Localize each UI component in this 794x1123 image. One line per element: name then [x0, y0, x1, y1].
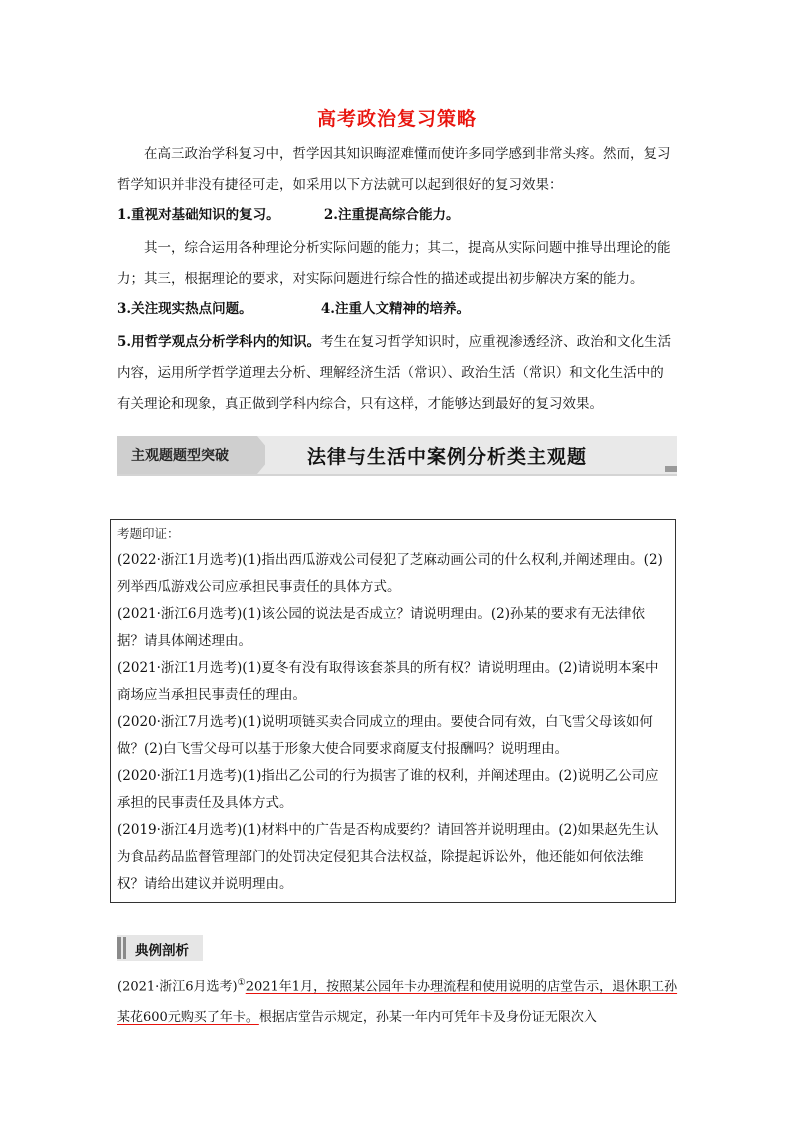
example-label-text: 典例剖析	[135, 943, 189, 959]
label-bar-icon	[117, 937, 121, 959]
intro-paragraph: 在高三政治学科复习中，哲学因其知识晦涩难懂而使许多同学感到非常头疼。然而，复习哲学知识并非没有捷径可走，如采用以下方法就可以起到很好的复习效果：	[117, 146, 671, 193]
section-banner	[117, 436, 677, 476]
exam-entry: (2019·浙江4月选考)(1)材料中的广告是否构成要约？请回答并说明理由。(2)如果赵先生认为食品药品监督管理部门的处罚决定侵犯其合法权益，除提起诉讼外，他还能如何依法维权？请给出建议并说明理由。	[117, 822, 659, 892]
ability-paragraph: 其一，综合运用各种理论分析实际问题的能力；其二，提高从实际问题中推导出理论的能力；其三，根据理论的要求，对实际问题进行综合性的描述或提出初步解决方案的能力。	[117, 240, 671, 287]
exam-entry: (2020·浙江1月选考)(1)指出乙公司的行为损害了谁的权利，并阐述理由。(2)说明乙公司应承担的民事责任及具体方式。	[117, 768, 659, 811]
banner-heading: 法律与生活中案例分析类主观题	[307, 446, 588, 468]
tips-row-1	[117, 200, 459, 231]
exam-entry: (2021·浙江1月选考)(1)夏冬有没有取得该套茶具的所有权？请说明理由。(2)请说明本案中商场应当承担民事责任的理由。	[117, 660, 659, 703]
banner-accent	[665, 466, 677, 472]
banner-tab-label: 主观题题型突破	[131, 448, 229, 464]
exam-entry: (2022·浙江1月选考)(1)指出西瓜游戏公司侵犯了芝麻动画公司的什么权利,并阐述理由。(2)列举西瓜游戏公司应承担民事责任的具体方式。	[117, 552, 663, 595]
tip-3: 3.关注现实热点问题。	[117, 301, 253, 317]
tips-row-2	[117, 294, 470, 325]
annotation-marker: ①	[237, 978, 246, 988]
exam-reference-box	[110, 519, 676, 903]
example-underlined-text: 2021年1月，按照某公园年卡办理流程和使用说明的店堂告示，退休职工孙某花600元购买了年卡。	[117, 979, 678, 1026]
exam-reference-lead: 考题印证：	[117, 526, 180, 541]
exam-entry: (2021·浙江6月选考)(1)该公园的说法是否成立？请说明理由。(2)孙某的要求有无法律依据？请具体阐述理由。	[117, 606, 646, 649]
tip-5-heading: 5.用哲学观点分析学科内的知识。	[117, 334, 321, 350]
example-paragraph	[117, 968, 679, 1033]
tip-5-paragraph	[117, 327, 677, 420]
tip-4: 4.注重人文精神的培养。	[320, 301, 470, 317]
example-section-label	[117, 935, 203, 961]
example-rest-text: 根据店堂告示规定，孙某一年内可凭年卡及身份证无限次入	[258, 1010, 597, 1026]
label-bar-icon	[123, 937, 126, 959]
banner-rule	[117, 474, 677, 476]
page-title: 高考政治复习策略	[316, 108, 477, 130]
tip-5-text: 考生在复习哲学知识时，应重视渗透经济、政治和文化生活内容，运用所学哲学道理去分析、理解经济生活（常识）、政治生活（常识）和文化生活中的有关理论和现象，真正做到学科内综合，只有这样，才能够达到最好的复习效果。	[117, 334, 672, 412]
exam-reference-content	[117, 520, 669, 898]
tip-2: 2.注重提高综合能力。	[323, 207, 460, 223]
tip-1: 1.重视对基础知识的复习。	[117, 207, 280, 223]
exam-entry: (2020·浙江7月选考)(1)说明项链买卖合同成立的理由。要使合同有效，白飞雪父母该如何做？(2)白飞雪父母可以基于形象大使合同要求商厦支付报酬吗？说明理由。	[117, 714, 653, 757]
example-source: (2021·浙江6月选考)	[117, 979, 238, 995]
